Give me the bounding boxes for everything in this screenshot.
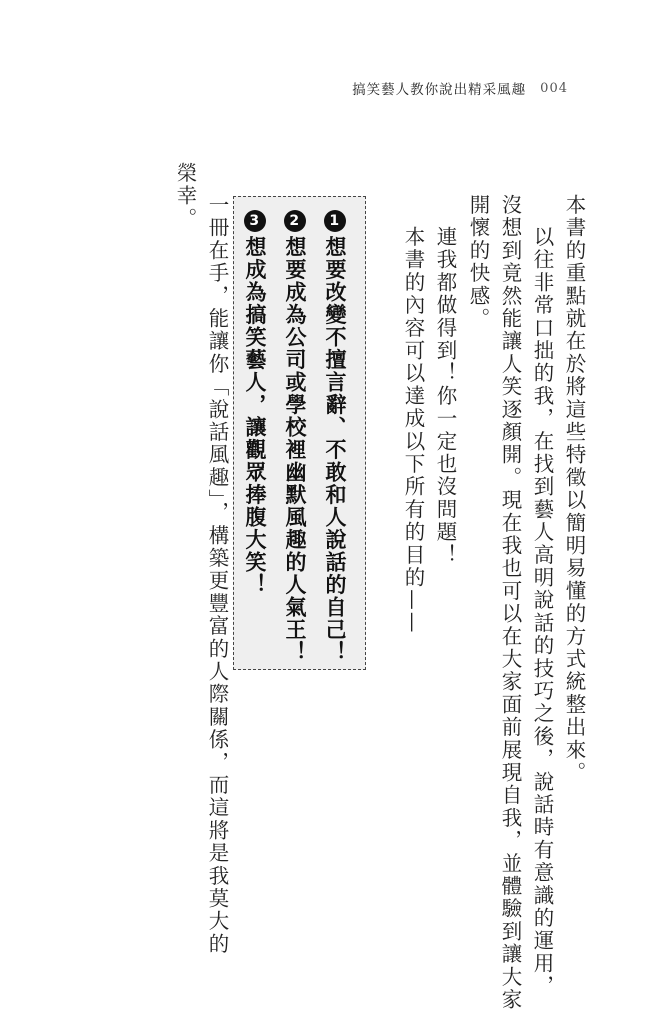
goal-text-3: 想成為搞笑藝人，讓觀眾捧腹大笑！: [243, 236, 267, 596]
goal-item-3: [235, 210, 275, 664]
paragraph-3-line-1: 連我都做得到！你一定也沒問題！: [433, 226, 457, 567]
goal-number-2-icon: 2: [284, 210, 306, 232]
page-number: 004: [540, 80, 568, 96]
goals-box: [233, 196, 366, 670]
goal-item-2: [275, 210, 315, 664]
goals-list: [235, 210, 355, 664]
running-header: [352, 78, 568, 98]
paragraph-2-line-3: 開懷的快感。: [466, 194, 490, 331]
paragraph-5-line-2: 榮幸。: [173, 162, 197, 231]
goal-number-3-icon: 3: [244, 210, 266, 232]
paragraph-2-line-1: 以往非常口拙的我，在找到藝人高明說話的技巧之後，說話時有意識的運用，: [530, 226, 554, 998]
goal-item-1: [315, 210, 355, 664]
paragraph-1-line-1: 本書的重點就在於將這些特徵以簡明易懂的方式統整出來。: [562, 194, 586, 785]
goal-text-2: 想要成為公司或學校裡幽默風趣的人氣王！: [283, 236, 307, 664]
goal-text-1: 想要改變不擅言辭、不敢和人說話的自己！: [323, 236, 347, 664]
book-title: 搞笑藝人教你說出精采風趣: [352, 82, 527, 98]
goal-number-1-icon: 1: [324, 210, 346, 232]
paragraph-2-line-2: 沒想到竟然能讓人笑逐顏開。現在我也可以在大家面前展現自我，並體驗到讓大家: [498, 194, 522, 1011]
paragraph-4-line-1: 本書的內容可以達成以下所有的目的——: [401, 226, 425, 635]
paragraph-5-line-1: 一冊在手，能讓你「說話風趣」，構築更豐富的人際關係，而這將是我莫大的: [205, 194, 229, 956]
